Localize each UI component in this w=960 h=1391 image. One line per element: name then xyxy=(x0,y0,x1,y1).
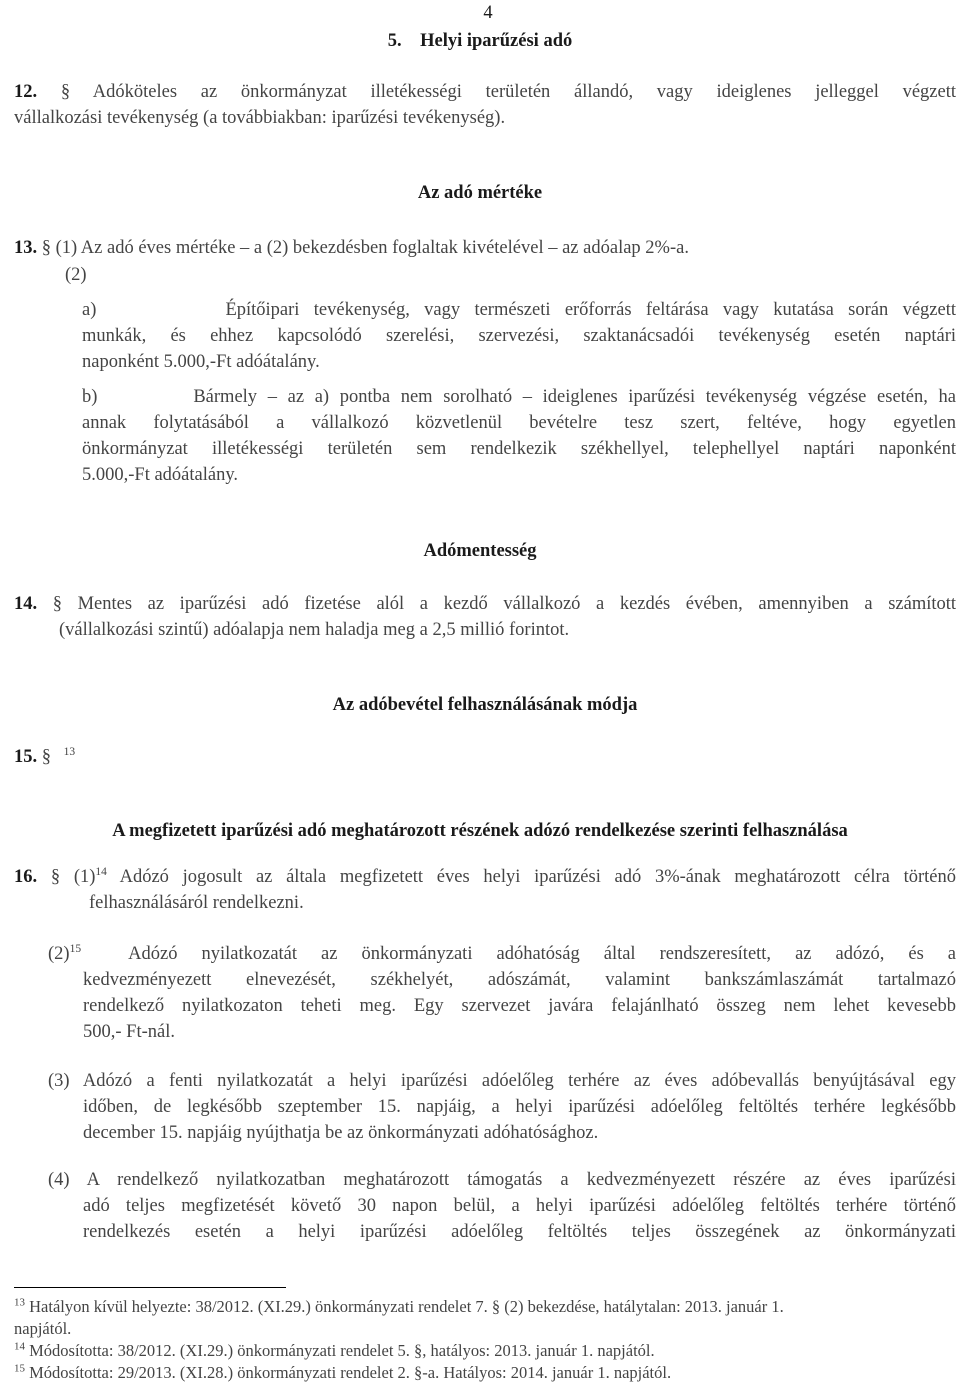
point-a-line-1 xyxy=(82,297,956,323)
subsection-2-line-3: rendelkező nyilatkozaton teheti meg. Egy szervezet javára felajánlható összeg nem lehet kevesebb xyxy=(83,996,956,1016)
subheading-exemption: Adómentesség xyxy=(423,541,537,561)
section-sign: § xyxy=(60,82,71,102)
footnote-ref-15[interactable]: 15 xyxy=(69,942,82,955)
subsection-3-line-1: (3) Adózó a fenti nyilatkozatát a helyi iparűzési adóelőleg terhére az éves adóbevallás benyújtásával egy xyxy=(48,1071,956,1091)
footnote-number: 13 xyxy=(14,1296,25,1309)
paragraph-14-line-1 xyxy=(14,591,956,617)
subsection-2-label: (2) xyxy=(65,265,87,285)
point-b xyxy=(82,384,956,488)
point-b-line-3: önkormányzat illetékességi területén sem rendelkezik székhellyel, telephellyel naptári naponként xyxy=(82,439,956,459)
paragraph-12-line-1 xyxy=(14,79,956,105)
footnote-separator xyxy=(14,1287,286,1288)
section-sign: § xyxy=(50,867,61,887)
paragraph-text: Adóköteles az önkormányzat illetékességi területén állandó, vagy ideiglenes jelleggel végzett xyxy=(92,82,957,102)
point-b-label: b) xyxy=(82,387,98,407)
subsection-1-label: (1) xyxy=(73,867,96,887)
section-title: Helyi iparűzési adó xyxy=(420,31,573,51)
point-a-line-3: naponként 5.000,-Ft adóátalány. xyxy=(82,352,320,372)
paragraph-16-sub-4 xyxy=(48,1167,956,1245)
paragraph-number: 15. xyxy=(14,747,38,767)
footnote-ref-14[interactable]: 14 xyxy=(95,865,107,878)
paragraph-15 xyxy=(14,744,75,770)
subheading-tax-rate: Az adó mértéke xyxy=(417,183,543,203)
point-a-line-2: munkák, és ehhez kapcsolódó szerelési, szervezési, szaktanácsadói tevékenység esetén naptári xyxy=(82,326,956,346)
point-b-line-2: annak folytatásából a vállalkozó közvetlenül bevételre tesz szert, feltéve, hogy egyetlen xyxy=(82,413,956,433)
paragraph-14-line-2: (vállalkozási szintű) adóalapja nem haladja meg a 2,5 millió forintot. xyxy=(59,620,570,640)
footnote-13 xyxy=(14,1296,956,1318)
paragraph-14 xyxy=(14,591,956,643)
footnotes xyxy=(14,1296,956,1384)
subsection-2-line-1 xyxy=(48,941,956,967)
point-a-label: a) xyxy=(82,300,97,320)
subsection-4-line-1: (4) A rendelkező nyilatkozatban meghatározott támogatás a kedvezményezett részére az éves iparűzési xyxy=(48,1170,956,1190)
section-sign: § xyxy=(52,594,62,614)
paragraph-12 xyxy=(14,79,956,131)
section-heading xyxy=(0,28,960,54)
section-sign: § xyxy=(41,747,51,767)
footnote-number: 15 xyxy=(14,1362,25,1375)
subsection-3-line-2: időben, de legkésőbb szeptember 15. napjáig, a helyi iparűzési adóelőleg feltöltés terhére legkésőbb xyxy=(83,1097,956,1117)
paragraph-number: 14. xyxy=(14,594,38,614)
paragraph-16-line-1 xyxy=(14,864,956,890)
subsection-2-text: Adózó nyilatkozatát az önkormányzati adóhatóság által rendszeresített, az adózó, és a xyxy=(128,944,957,964)
point-b-line-4: 5.000,-Ft adóátalány. xyxy=(82,465,239,485)
paragraph-13-line-1 xyxy=(14,235,956,261)
paragraph-number: 16. xyxy=(14,867,38,887)
subsection-2-line-2: kedvezményezett elnevezését, székhelyét, adószámát, valamint bankszámlaszámát tartalmazó xyxy=(83,970,956,990)
subheading-offered-use: A megfizetett iparűzési adó meghatározott részének adózó rendelkezése szerinti felhasználása xyxy=(112,821,848,841)
footnote-number: 14 xyxy=(14,1340,25,1353)
paragraph-number: 13. xyxy=(14,238,38,258)
footnote-13-line-2: napjától. xyxy=(14,1319,72,1338)
paragraph-12-line-2: vállalkozási tevékenység (a továbbiakban: iparűzési tevékenység). xyxy=(14,108,506,128)
footnote-ref-13[interactable]: 13 xyxy=(63,745,76,758)
subsection-4-line-2: adó teljes megfizetését követő 30 napon belül, a helyi iparűzési adóelőleg feltöltés terhére történő xyxy=(83,1196,956,1216)
page-number: 4 xyxy=(483,3,493,23)
section-number: 5. xyxy=(387,31,402,51)
subsection-3-line-3: december 15. napjáig nyújthatja be az önkormányzati adóhatósághoz. xyxy=(83,1123,599,1143)
paragraph-text: (1) Az adó éves mértéke – a (2) bekezdésben foglaltak kivételével – az adóalap 2%-a. xyxy=(55,238,689,258)
point-b-line-1 xyxy=(82,384,956,410)
subsection-1-text: Adózó jogosult az általa megfizetett éves helyi iparűzési adó 3%-ának meghatározott célra történő xyxy=(119,867,957,887)
paragraph-number: 12. xyxy=(14,82,38,102)
footnote-14 xyxy=(14,1340,956,1362)
point-a xyxy=(82,297,956,375)
point-b-text: Bármely – az a) pontba nem sorolható – ideiglenes iparűzési tevékenység végzése esetén, ha xyxy=(193,387,956,407)
subheading-revenue-usage: Az adóbevétel felhasználásának módja xyxy=(332,695,638,715)
footnote-text: Módosította: 38/2012. (XI.29.) önkormányzati rendelet 5. §, hatályos: 2013. január 1. napjától. xyxy=(29,1341,655,1360)
paragraph-16-sub-3 xyxy=(48,1068,956,1146)
paragraph-16-sub-2 xyxy=(48,941,956,1045)
subsection-2-label: (2) xyxy=(48,944,70,964)
point-a-text: Építőipari tevékenység, vagy természeti erőforrás feltárása vagy kutatása során végzett xyxy=(225,300,956,320)
footnote-text: Hatályon kívül helyezte: 38/2012. (XI.29.) önkormányzati rendelet 7. § (2) bekezdése, hatálytalan: 2013. január 1. xyxy=(29,1297,784,1316)
section-sign: § xyxy=(41,238,51,258)
subsection-4-line-3: rendelkezés esetén a helyi iparűzési adóelőleg feltöltés teljes összegének az önkormányzati xyxy=(83,1222,956,1242)
paragraph-16-sub-1 xyxy=(14,864,956,916)
footnote-text: Módosította: 29/2013. (XI.28.) önkormányzati rendelet 2. §-a. Hatályos: 2014. január 1. napjától. xyxy=(29,1363,672,1382)
paragraph-16-line-2: felhasználásáról rendelkezni. xyxy=(89,893,304,913)
footnote-15 xyxy=(14,1362,956,1384)
paragraph-text: Mentes az iparűzési adó fizetése alól a kezdő vállalkozó a kezdés évében, amennyiben a számított xyxy=(77,594,957,614)
subsection-2-line-4: 500,- Ft-nál. xyxy=(83,1022,175,1042)
